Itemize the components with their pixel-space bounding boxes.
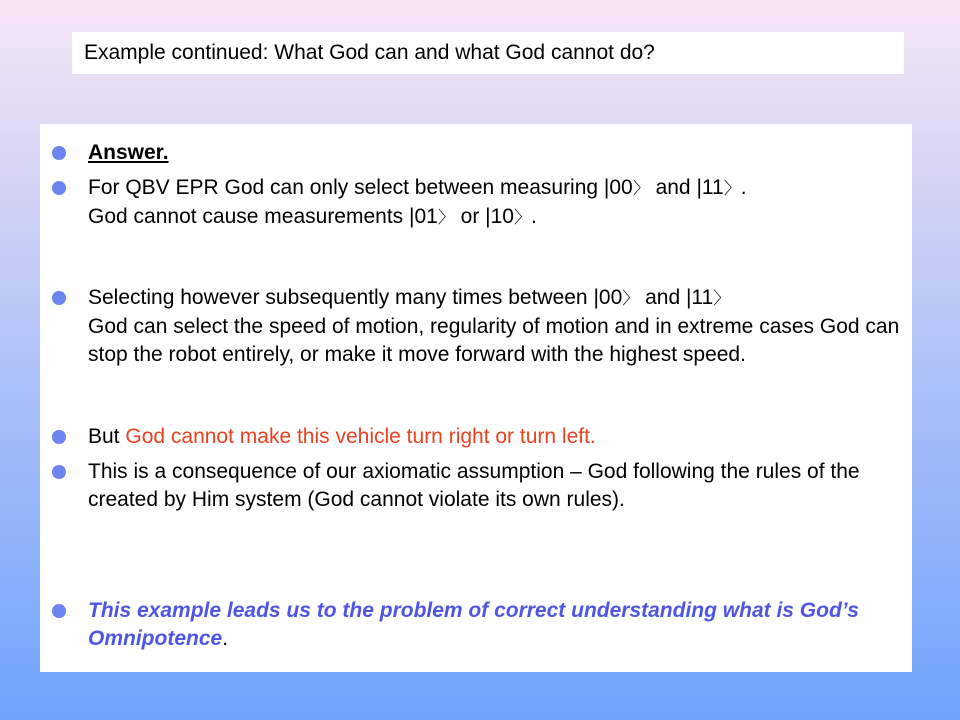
bullet-consequence [88,458,910,514]
bullet-icon [52,181,66,195]
bullet-icon [52,465,66,479]
ket-glyph: 〉 [723,179,741,199]
content-panel [40,124,912,672]
bullet-cannot-turn [88,423,910,451]
ket-glyph: 〉 [632,179,650,199]
bullet-text: God can select the speed of motion, regularity of motion and in extreme cases God can stop the robot entirely, or make it move forward with the highest speed. [88,315,900,366]
bullet-text: . [740,176,747,199]
bullet-text: . [222,627,229,650]
ket-glyph: 〉 [622,289,640,309]
slide-title-text: Example continued: What God can and what God cannot do? [84,41,655,64]
red-emphasis-text: God cannot make this vehicle turn right or turn left. [125,425,596,448]
bullet-text: God cannot cause measurements |01 [88,205,438,228]
slide-title [72,32,904,74]
answer-heading: Answer. [88,141,169,164]
bullet-text: and |11 [649,176,724,199]
bullet-answer [88,139,910,167]
ket-glyph: 〉 [713,289,731,309]
bullet-icon [52,430,66,444]
bullet-icon [52,146,66,160]
ket-glyph: 〉 [437,208,455,228]
bullet-icon [52,291,66,305]
bullet-text: . [530,205,537,228]
bullet-text: Selecting however subsequently many times between |00 [88,286,623,309]
ket-glyph: 〉 [513,208,531,228]
bullet-qbv-epr [88,174,910,232]
bullet-omnipotence [88,597,910,653]
bullet-icon [52,604,66,618]
blue-emphasis-text: This example leads us to the problem of correct understanding what is God’s Omnipotence [88,599,859,650]
bullet-selecting [88,284,910,369]
bullet-text: and |11 [639,286,714,309]
bullet-text: or |10 [454,205,514,228]
bullet-text: But [88,425,126,448]
bullet-text: This is a consequence of our axiomatic assumption – God following the rules of the created by Him system (God cannot violate its own rules). [88,460,860,511]
bullet-text: For QBV EPR God can only select between measuring |00 [88,176,633,199]
